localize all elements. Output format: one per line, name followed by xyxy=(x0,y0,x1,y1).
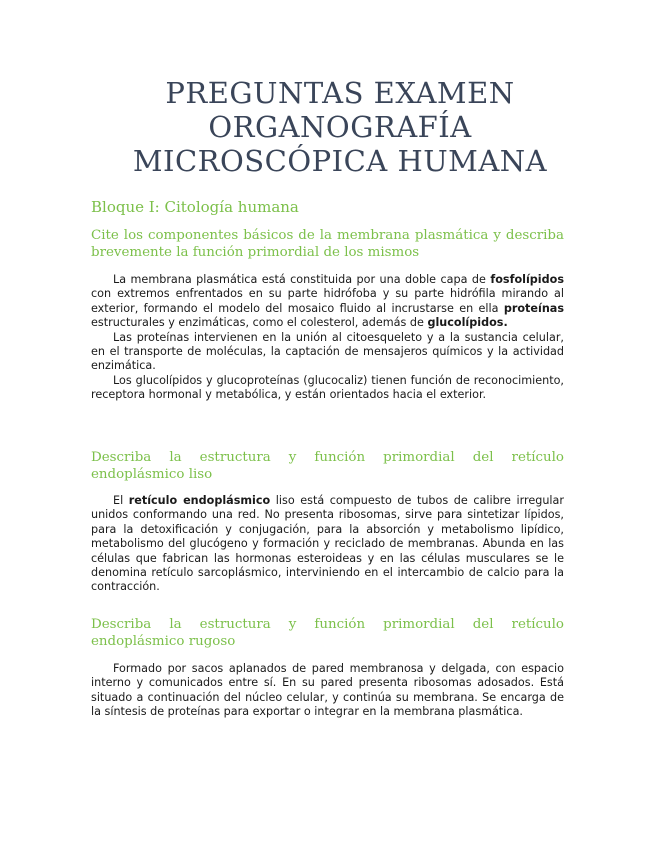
answer-paragraph: El retículo endoplásmico liso está compuesto de tubos de calibre irregular unidos conformando una red. No presenta ribosomas, sirve para sintetizar lípidos, para la detoxificación y conjugación, para la absorción y metabolismo lipídico, metabolismo del glucógeno y formación y reciclado de membranas. Abunda en las células que fabrican las hormonas esteroideas y en las células musculares se le denomina retículo sarcoplásmico, interviniendo en el intercambio de calcio para la contracción. xyxy=(91,494,564,594)
question-3-answer xyxy=(91,662,564,720)
question-1-heading: Cite los componentes básicos de la membrana plasmática y describa brevemente la función primordial de los mismos xyxy=(91,228,564,260)
section-heading: Bloque I: Citología humana xyxy=(91,198,299,216)
title-line-3: MICROSCÓPICA HUMANA xyxy=(132,144,548,178)
title-line-2: ORGANOGRAFÍA xyxy=(208,110,472,144)
document-title xyxy=(90,76,590,178)
answer-paragraph: Formado por sacos aplanados de pared membranosa y delgada, con espacio interno y comunicados entre sí. En su pared presenta ribosomas adosados. Está situado a continuación del núcleo celular, y continúa su membrana. Se encarga de la síntesis de proteínas para exportar o integrar en la membrana plasmática. xyxy=(91,662,564,719)
answer-paragraph: Las proteínas intervienen en la unión al citoesqueleto y a la sustancia celular, en el transporte de moléculas, la captación de mensajeros químicos y la actividad enzimática. xyxy=(91,330,564,373)
answer-paragraph: Los glucolípidos y glucoproteínas (glucocaliz) tienen función de reconocimiento, receptora hormonal y metabólica, y están orientados hacia el exterior. xyxy=(91,373,564,402)
question-2-answer xyxy=(91,494,564,595)
question-2-heading: Describa la estructura y función primordial del retículo endoplásmico liso xyxy=(91,450,564,482)
answer-paragraph: La membrana plasmática está constituida por una doble capa de fosfolípidos con extremos enfrentados en su parte hidrófoba y su parte hidrófila mirando al exterior, formando el modelo del mosaico fluido al incrustarse en ella proteínas estructurales y enzimáticas, como el colesterol, además de glucolípidos. xyxy=(91,273,564,330)
question-3-heading: Describa la estructura y función primordial del retículo endoplásmico rugoso xyxy=(91,617,564,649)
question-1-answer xyxy=(91,273,564,403)
title-line-1: PREGUNTAS EXAMEN xyxy=(165,76,515,110)
